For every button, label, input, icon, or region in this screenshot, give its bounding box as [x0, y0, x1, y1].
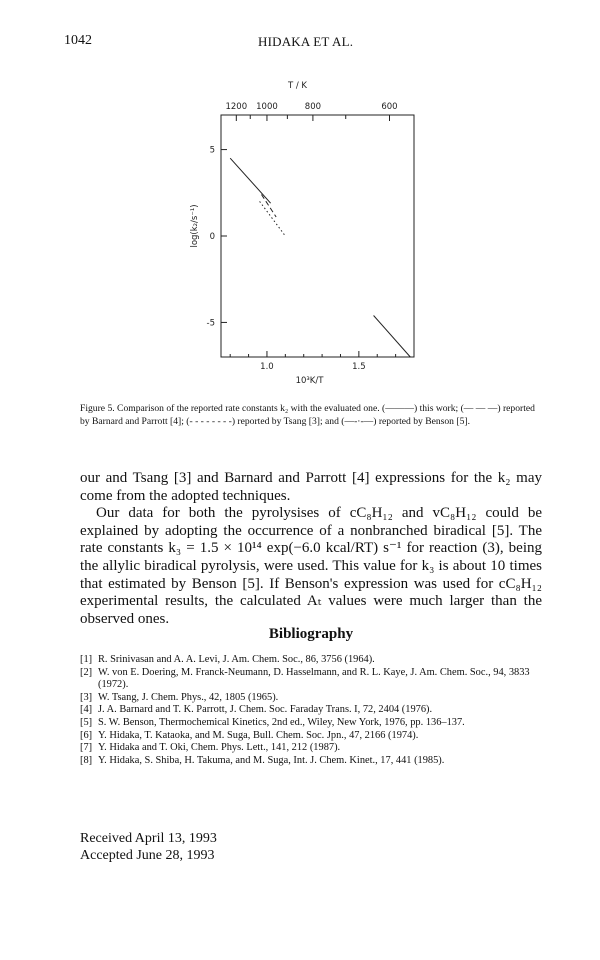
x-tick-label: 1.5 — [352, 362, 366, 372]
y-tick-label: 0 — [209, 232, 215, 242]
reference-text: Y. Hidaka, S. Shiba, H. Takuma, and M. Suga, Int. J. Chem. Kinet., 17, 441 (1985). — [98, 754, 445, 766]
page-number: 1042 — [64, 33, 92, 48]
reference-list — [80, 654, 542, 767]
bibliography-heading: Bibliography — [268, 626, 354, 642]
paragraph-2: Our data for both the pyrolysises of cC₈H₁₂ and vC₈H₁₂ could be explained by adopting the occurrence of a nonbranched biradical [5]. The rate constants k₃ = 1.5 × 10¹⁴ exp(−6.0 kcal/RT) s⁻¹ for reaction (3), being the allylic biradical pyrolysis, were used. This value for k₃ is about 10 times that estimated by Benson [5]. If Benson's expression was used for cC₈H₁₂ experimental results, the calculated Aₜ values were much larger than the observed ones. — [80, 505, 542, 627]
x-axis-label: 10³K/T — [295, 376, 324, 386]
reference-item — [80, 717, 542, 730]
reference-number: [2] — [80, 666, 93, 678]
reference-item — [80, 755, 542, 768]
reference-number: [7] — [80, 742, 93, 754]
paragraph-1: our and Tsang [3] and Barnard and Parrott [4] expressions for the k₂ may come from the adopted techniques. — [80, 470, 542, 504]
series-line-solid — [230, 158, 270, 203]
reference-text: R. Srinivasan and A. A. Levi, J. Am. Chem. Soc., 86, 3756 (1964). — [98, 654, 375, 665]
accepted-date: Accepted June 28, 1993 — [80, 848, 215, 863]
reference-text: Y. Hidaka and T. Oki, Chem. Phys. Lett., 141, 212 (1987). — [98, 742, 341, 754]
reference-item — [80, 692, 542, 705]
y-tick-label: 5 — [209, 145, 215, 156]
top-tick-label: 1000 — [256, 102, 278, 112]
reference-item — [80, 730, 542, 743]
reference-number: [6] — [80, 729, 93, 741]
top-tick-label: 800 — [304, 102, 322, 112]
reference-number: [5] — [80, 716, 93, 728]
reference-item — [80, 704, 542, 717]
series-line-solid — [374, 316, 411, 357]
y-tick-label: -5 — [206, 318, 215, 329]
received-date: Received April 13, 1993 — [80, 831, 217, 846]
reference-number: [3] — [80, 691, 93, 703]
figure-5-chart — [185, 70, 425, 385]
series-line-dotted — [260, 201, 286, 236]
plot-frame — [221, 115, 414, 357]
running-header: HIDAKA ET AL. — [258, 34, 354, 49]
reference-text: J. A. Barnard and T. K. Parrott, J. Chem. Soc. Faraday Trans. I, 72, 2404 (1976). — [98, 704, 433, 716]
body-text — [80, 470, 542, 628]
reference-item — [80, 742, 542, 755]
chart-svg — [185, 70, 425, 385]
top-tick-label: 1200 — [225, 102, 248, 112]
figure-caption: Figure 5. Comparison of the reported rate constants k₂ with the evaluated one. (———) this work; (— — —) reported by Barnard and Parrott [4]; (- - - - - - - -) reported by Tsang [3]; and (—-·-—) reported by Benson [5]. — [80, 403, 535, 427]
top-axis-label: T / K — [287, 81, 308, 91]
y-axis-label: log(k₂/s⁻¹) — [190, 204, 200, 248]
received-dates — [80, 830, 217, 864]
reference-text: W. von E. Doering, M. Franck-Neumann, D. Hasselmann, and R. L. Kaye, J. Am. Chem. Soc., 94, 3833 (1972). — [98, 666, 530, 691]
reference-item — [80, 667, 542, 692]
x-tick-label: 1.0 — [260, 362, 274, 372]
reference-text: Y. Hidaka, T. Kataoka, and M. Suga, Bull. Chem. Soc. Jpn., 47, 2166 (1974). — [98, 729, 419, 741]
reference-number: [1] — [80, 654, 93, 665]
reference-number: [8] — [80, 754, 93, 766]
top-tick-label: 600 — [381, 102, 398, 112]
reference-text: W. Tsang, J. Chem. Phys., 42, 1805 (1965). — [98, 691, 279, 703]
reference-number: [4] — [80, 704, 93, 716]
series-line-dashed — [261, 195, 276, 217]
reference-item — [80, 654, 542, 667]
reference-text: S. W. Benson, Thermochemical Kinetics, 2nd ed., Wiley, New York, 1976, pp. 136–137. — [98, 716, 465, 728]
